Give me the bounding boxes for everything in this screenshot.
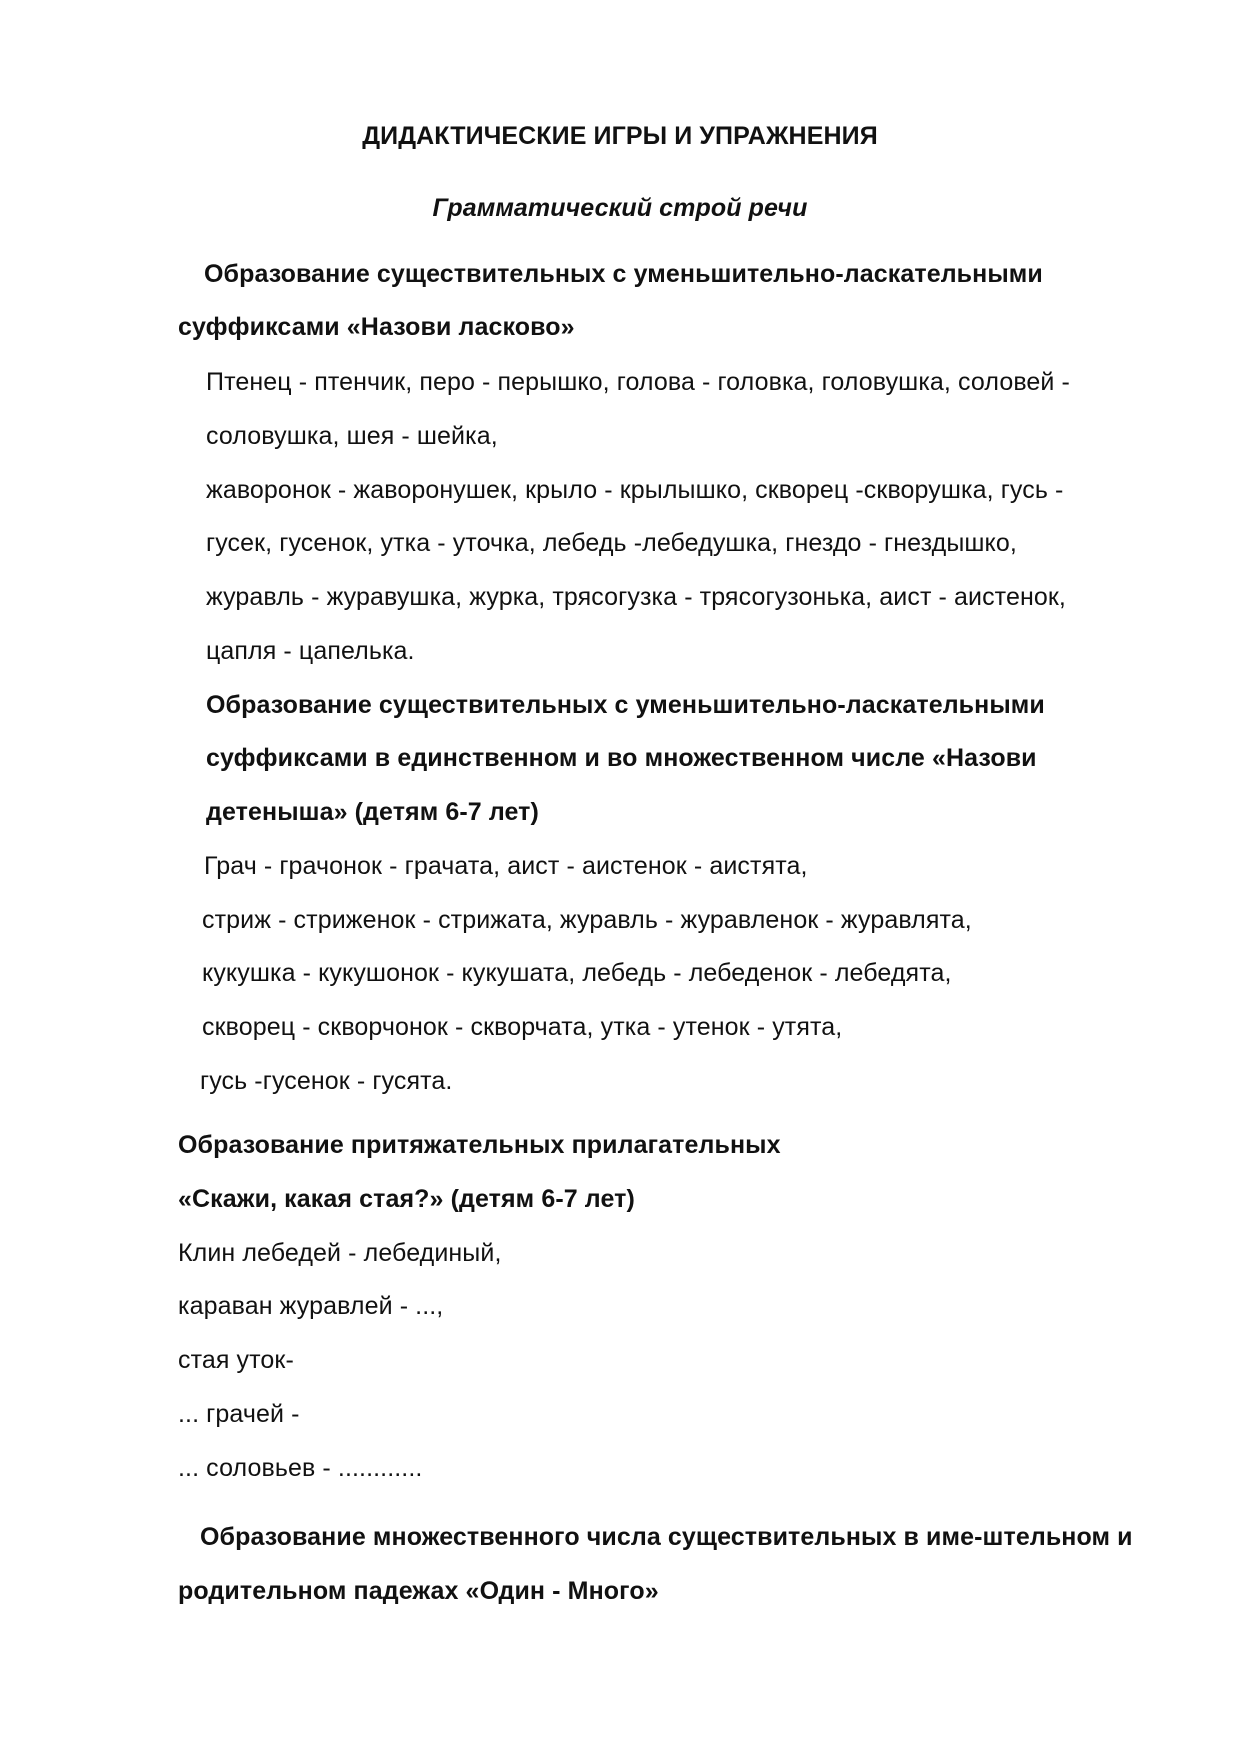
section2-heading-line: детеныша» (детям 6-7 лет): [206, 798, 539, 826]
section3-body-line: ... соловьев - ............: [178, 1454, 423, 1482]
section2-body-line: Грач - грачонок - грачата, аист - аистенок - аистята,: [204, 852, 808, 880]
section4-heading-line: Образование множественного числа существительных в име-штельном и: [200, 1523, 1133, 1551]
section1-heading-line: суффиксами «Назови ласково»: [178, 313, 575, 341]
section2-body-line: гусь -гусенок - гусята.: [200, 1067, 453, 1095]
section3-body-line: караван журавлей - ...,: [178, 1292, 444, 1320]
document-subtitle: Грамматический строй речи: [432, 194, 808, 222]
section1-body-line: соловушка, шея - шейка,: [206, 422, 498, 450]
section2-body-line: кукушка - кукушонок - кукушата, лебедь - лебеденок - лебедята,: [202, 959, 952, 987]
section3-body-line: стая уток-: [178, 1346, 294, 1374]
section1-body-line: жаворонок - жаворонушек, крыло - крылышко, скворец -скворушка, гусь -: [206, 476, 1064, 504]
section3-heading-line: Образование притяжательных прилагательных: [178, 1131, 781, 1159]
document-title: ДИДАКТИЧЕСКИЕ ИГРЫ И УПРАЖНЕНИЯ: [362, 122, 878, 150]
section4-heading-line: родительном падежах «Один - Много»: [178, 1577, 659, 1605]
section2-heading-line: суффиксами в единственном и во множественном числе «Назови: [206, 744, 1037, 772]
section2-body-line: скворец - скворчонок - скворчата, утка - утенок - утята,: [202, 1013, 843, 1041]
section1-body-line: цапля - цапелька.: [206, 637, 415, 665]
section1-body-line: Птенец - птенчик, перо - перышко, голова - головка, головушка, соловей -: [206, 368, 1070, 396]
section1-heading-line: Образование существительных с уменьшительно-ласкательными: [204, 260, 1043, 288]
section3-body-line: Клин лебедей - лебединый,: [178, 1239, 502, 1267]
section2-body-line: стриж - стриженок - стрижата, журавль - журавленок - журавлята,: [202, 906, 972, 934]
section3-body-line: ... грачей -: [178, 1400, 300, 1428]
section1-body-line: гусек, гусенок, утка - уточка, лебедь -лебедушка, гнездо - гнездышко,: [206, 529, 1017, 557]
section3-heading-line: «Скажи, какая стая?» (детям 6-7 лет): [178, 1185, 635, 1213]
section1-body-line: журавль - журавушка, журка, трясогузка - трясогузонька, аист - аистенок,: [206, 583, 1066, 611]
section2-heading-line: Образование существительных с уменьшительно-ласкательными: [206, 691, 1045, 719]
